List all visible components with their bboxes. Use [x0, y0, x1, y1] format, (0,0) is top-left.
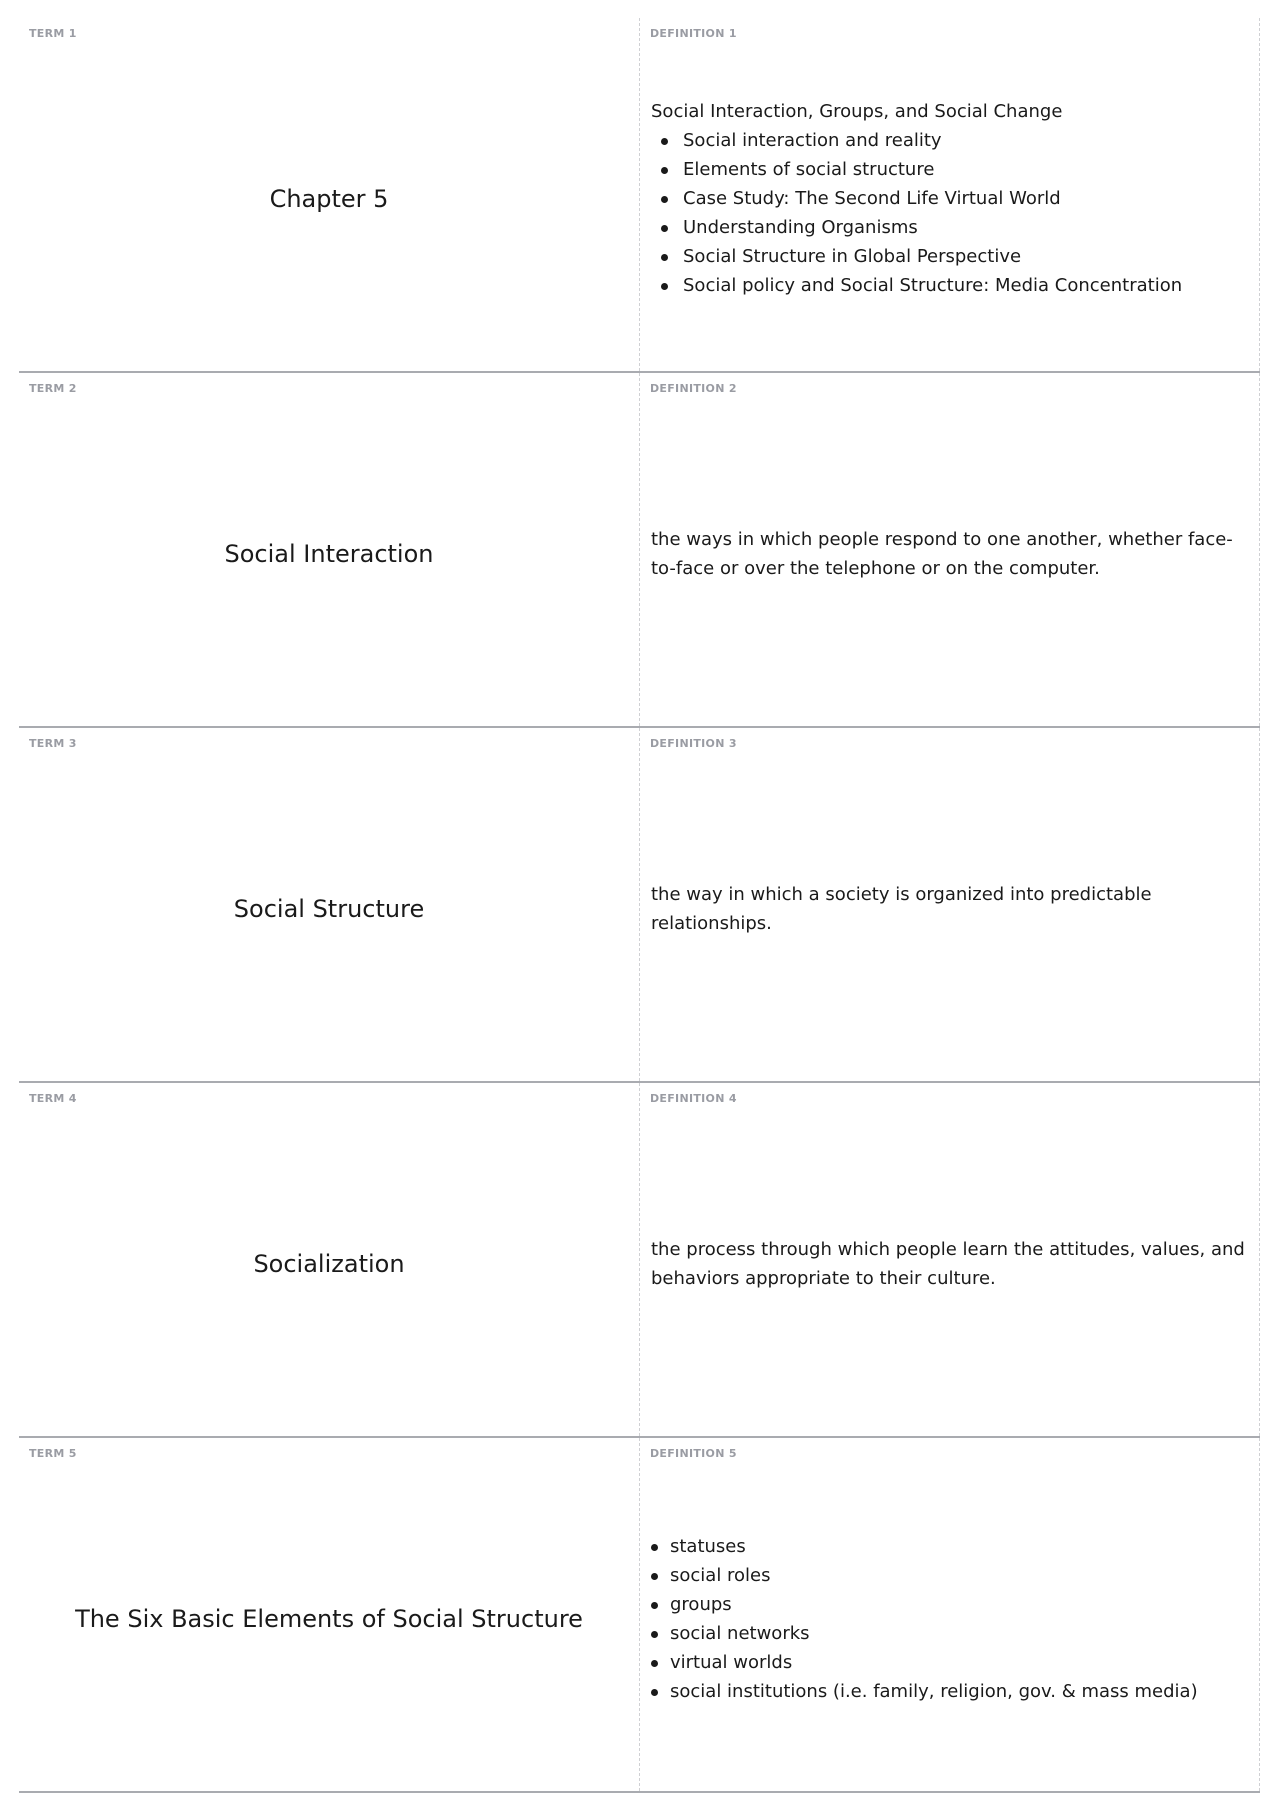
definition-label: DEFINITION 4	[650, 1092, 737, 1105]
card-row	[19, 1083, 1260, 1438]
definition-cell	[640, 373, 1260, 726]
definition-label: DEFINITION 1	[650, 27, 737, 40]
definition-label: DEFINITION 5	[650, 1447, 737, 1460]
list-item: Understanding Organisms	[651, 213, 1249, 242]
card-row	[19, 18, 1260, 373]
list-item: Social policy and Social Structure: Media Concentration	[651, 271, 1249, 300]
term-text: The Six Basic Elements of Social Structure	[75, 1604, 583, 1633]
definition-label: DEFINITION 3	[650, 737, 737, 750]
definition-cell	[640, 1083, 1260, 1436]
definition-cell	[640, 18, 1260, 371]
list-item: Case Study: The Second Life Virtual World	[651, 184, 1249, 213]
list-item: Social Structure in Global Perspective	[651, 242, 1249, 271]
card-row	[19, 1438, 1260, 1793]
term-text: Social Structure	[233, 894, 425, 923]
definition-text: the ways in which people respond to one another, whether face-to-face or over the telephone or on the computer.	[651, 528, 1233, 579]
list-item: Elements of social structure	[651, 155, 1249, 184]
term-label: TERM 5	[29, 1447, 77, 1460]
definition-text: the process through which people learn the attitudes, values, and behaviors appropriate to their culture.	[651, 1238, 1245, 1289]
term-cell	[19, 728, 640, 1081]
card-row	[19, 373, 1260, 728]
list-item: Social interaction and reality	[651, 126, 1249, 155]
term-label: TERM 2	[29, 382, 77, 395]
term-label: TERM 1	[29, 27, 77, 40]
term-text: Social Interaction	[224, 539, 434, 568]
definition-list	[651, 1532, 1249, 1706]
card-row	[19, 728, 1260, 1083]
definition-label: DEFINITION 2	[650, 382, 737, 395]
list-item: groups	[651, 1590, 1249, 1619]
term-cell	[19, 1083, 640, 1436]
definition-text: the way in which a society is organized into predictable relationships.	[651, 883, 1152, 934]
definition-heading: Social Interaction, Groups, and Social Change	[651, 101, 1063, 122]
list-item: virtual worlds	[651, 1648, 1249, 1677]
term-text: Chapter 5	[269, 184, 389, 213]
list-item: social roles	[651, 1561, 1249, 1590]
list-item: social institutions (i.e. family, religion, gov. & mass media)	[651, 1677, 1249, 1706]
term-label: TERM 3	[29, 737, 77, 750]
flashcard-sheet	[19, 18, 1260, 1793]
term-cell	[19, 1438, 640, 1791]
list-item: statuses	[651, 1532, 1249, 1561]
term-label: TERM 4	[29, 1092, 77, 1105]
term-cell	[19, 18, 640, 371]
list-item: social networks	[651, 1619, 1249, 1648]
definition-list	[651, 126, 1249, 300]
definition-cell	[640, 728, 1260, 1081]
term-text: Socialization	[253, 1249, 405, 1278]
term-cell	[19, 373, 640, 726]
definition-cell	[640, 1438, 1260, 1791]
